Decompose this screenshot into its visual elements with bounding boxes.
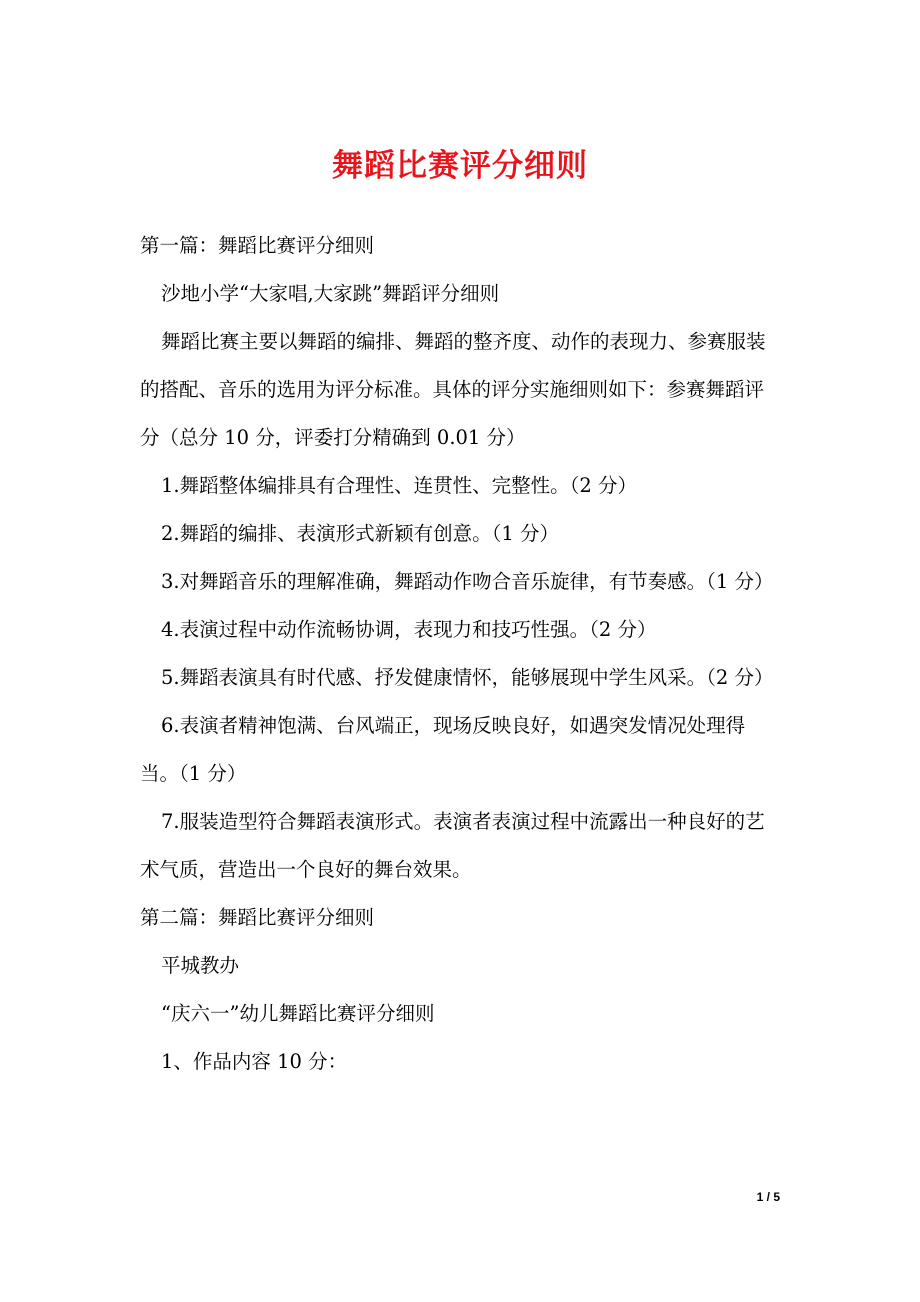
content-item-1: 1、作品内容 10 分： (161, 1050, 348, 1073)
criterion-5: 5.舞蹈表演具有时代感、抒发健康情怀，能够展现中学生风采。（2 分） (161, 666, 774, 689)
criterion-6: 6.表演者精神饱满、台风端正，现场反映良好，如遇突发情况处理得当。（1 分） (140, 714, 746, 785)
subtitle-2: “庆六一”幼儿舞蹈比赛评分细则 (161, 1002, 435, 1025)
criterion-4: 4.表演过程中动作流畅协调，表现力和技巧性强。（2 分） (161, 618, 657, 641)
criterion-2: 2.舞蹈的编排、表演形式新颖有创意。（1 分） (161, 522, 559, 545)
section-heading-2: 第二篇：舞蹈比赛评分细则 (140, 906, 375, 929)
section-heading-1: 第一篇：舞蹈比赛评分细则 (140, 234, 375, 257)
issuer: 平城教办 (161, 954, 240, 977)
criterion-3: 3.对舞蹈音乐的理解准确，舞蹈动作吻合音乐旋律，有节奏感。（1 分） (161, 570, 774, 593)
subtitle-1: 沙地小学“大家唱,大家跳”舞蹈评分细则 (161, 282, 500, 305)
criterion-1: 1.舞蹈整体编排具有合理性、连贯性、完整性。（2 分） (161, 474, 637, 497)
intro-paragraph: 舞蹈比赛主要以舞蹈的编排、舞蹈的整齐度、动作的表现力、参赛服装的搭配、音乐的选用为评分标准。具体的评分实施细则如下：参赛舞蹈评分（总分 10 分，评委打分精确到 0.01 分） (140, 330, 766, 449)
document-title: 舞蹈比赛评分细则 (332, 148, 588, 184)
page-indicator: 1 / 5 (756, 1190, 780, 1204)
document-body (140, 222, 782, 1086)
criterion-7: 7.服装造型符合舞蹈表演形式。表演者表演过程中流露出一种良好的艺术气质，营造出一个良好的舞台效果。 (140, 810, 765, 881)
